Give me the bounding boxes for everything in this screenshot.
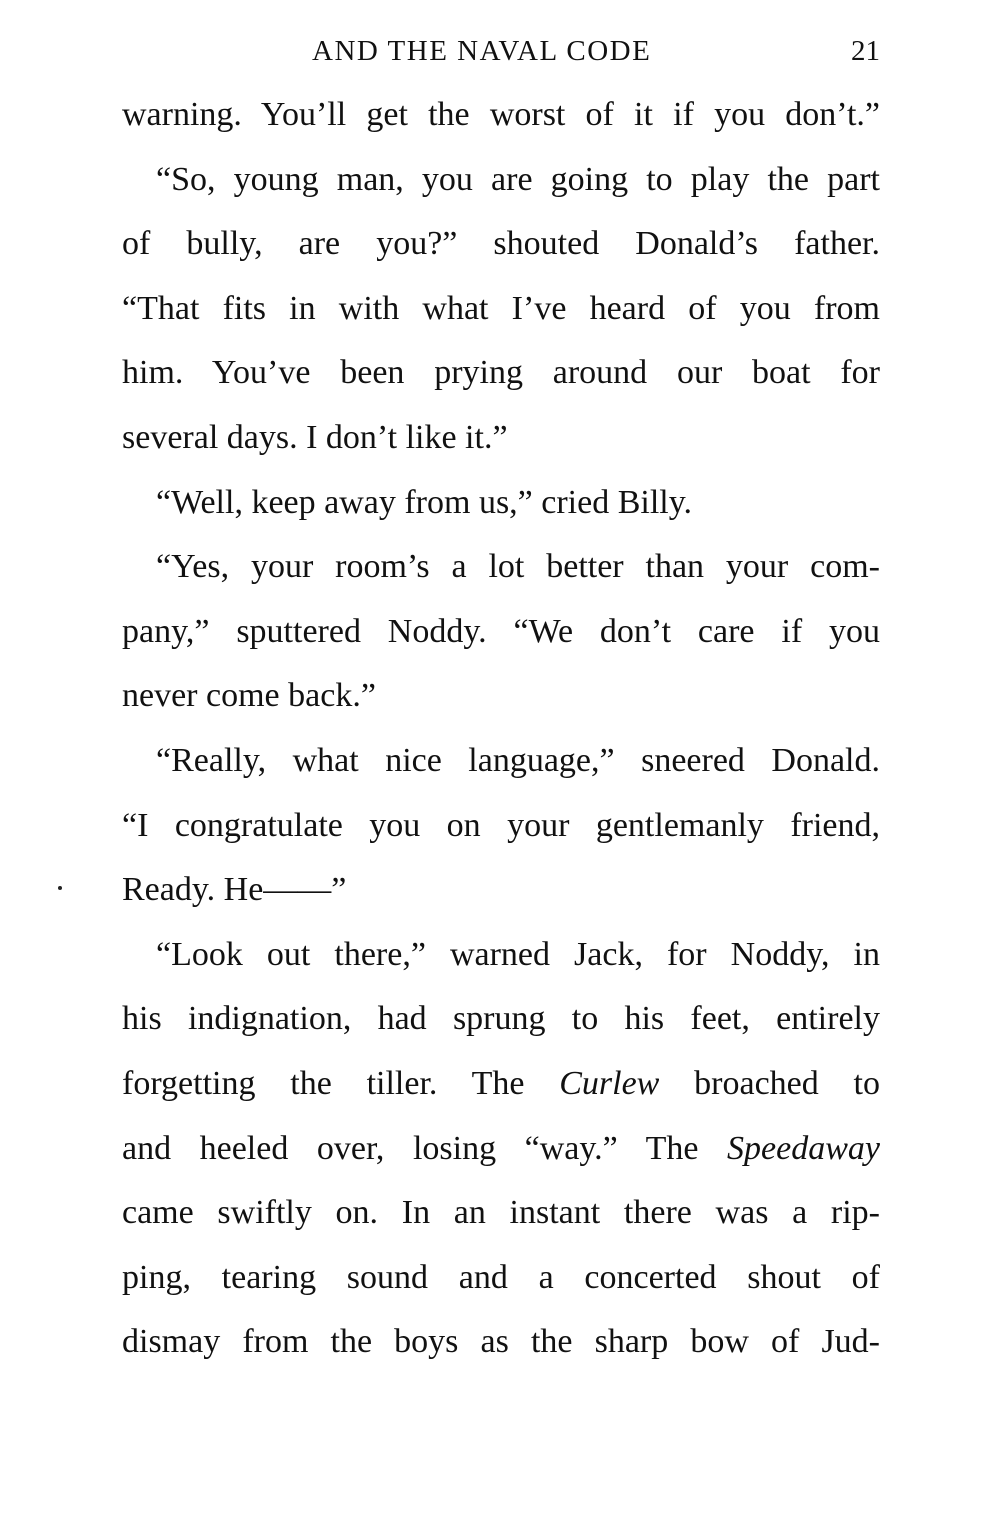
stray-mark xyxy=(58,886,62,890)
text-line: “Well, keep away from us,” cried Billy. xyxy=(156,483,693,521)
ship-name-speedaway: Speedaway xyxy=(727,1129,880,1167)
text-line: forgetting the tiller. The Curlew broached to xyxy=(122,1064,880,1102)
text-line: and heeled over, losing “way.” The Speedaway xyxy=(122,1129,880,1167)
text-line: “Yes, your room’s a lot better than your com- xyxy=(156,548,880,586)
running-head-title: AND THE NAVAL CODE xyxy=(312,35,652,67)
text-line: warning. You’ll get the worst of it if you don’t.” xyxy=(122,96,880,133)
ship-name-curlew: Curlew xyxy=(559,1064,660,1102)
text-line: “I congratulate you on your gentlemanly friend, xyxy=(122,806,880,844)
body-text xyxy=(122,83,880,1375)
text-line: of bully, are you?” shouted Donald’s father. xyxy=(122,225,880,263)
text-line: “Look out there,” warned Jack, for Noddy, in xyxy=(156,935,880,973)
text-line: him. You’ve been prying around our boat for xyxy=(122,354,880,392)
text-line: dismay from the boys as the sharp bow of Jud- xyxy=(122,1323,880,1361)
text-line: never come back.” xyxy=(122,677,376,715)
text-line: ping, tearing sound and a concerted shout of xyxy=(122,1258,880,1296)
text-line: Ready. He——” xyxy=(122,871,347,909)
running-head xyxy=(122,30,880,72)
text-line: “So, young man, you are going to play the part xyxy=(156,160,880,198)
text-line: “Really, what nice language,” sneered Donald. xyxy=(156,741,880,779)
text-line: several days. I don’t like it.” xyxy=(122,418,508,456)
text-line: pany,” sputtered Noddy. “We don’t care if you xyxy=(122,612,880,650)
text-line: “That fits in with what I’ve heard of you from xyxy=(122,289,880,327)
text-line: his indignation, had sprung to his feet, entirely xyxy=(122,1000,880,1038)
page-number: 21 xyxy=(851,35,880,67)
text-line: came swiftly on. In an instant there was a rip- xyxy=(122,1194,880,1232)
